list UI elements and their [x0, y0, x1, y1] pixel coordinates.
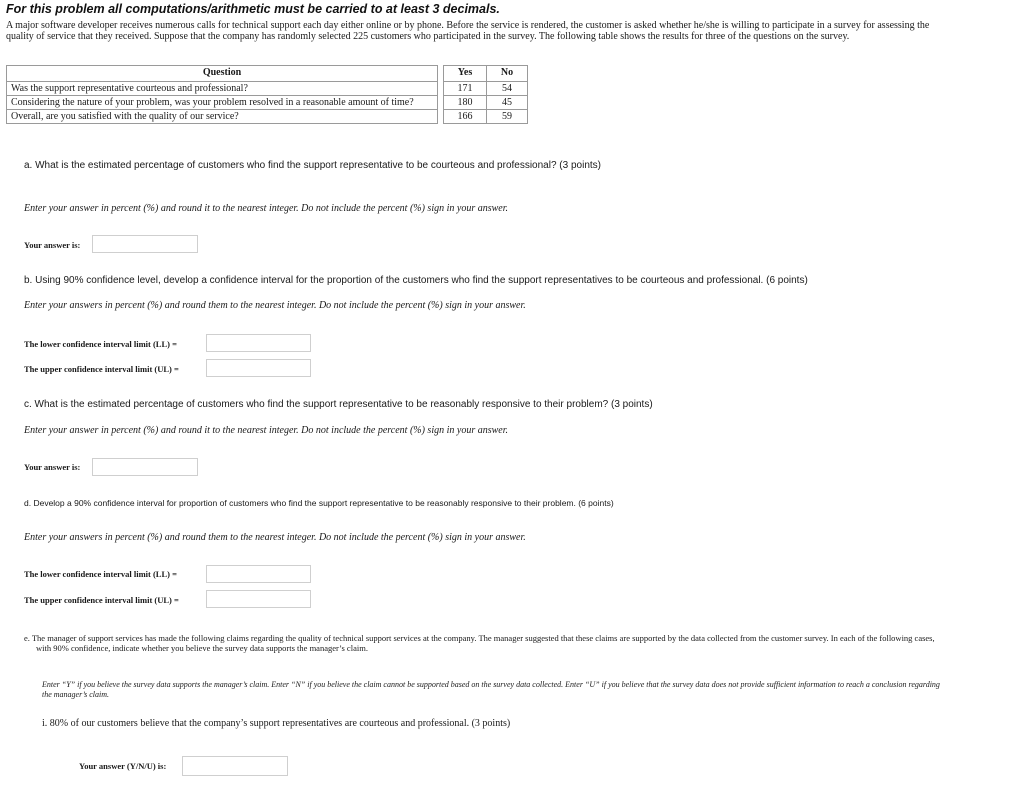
answer-input-a[interactable] — [92, 235, 198, 253]
question-a: a. What is the estimated percentage of customers who find the support representative to be courteous and professional? (3 points) — [24, 160, 601, 171]
instruction-e: Enter “Y” if you believe the survey data supports the manager’s claim. Enter “N” if you believe the claim cannot be supported based on the survey data collected. Enter “U” if you believe that the survey data does not provide sufficient information to reach a conclusion regarding the manager’s claim. — [42, 680, 940, 699]
ll-input-d[interactable] — [206, 565, 311, 583]
question-cell: Was the support representative courteous and professional? — [7, 82, 438, 96]
instruction-a: Enter your answer in percent (%) and round it to the nearest integer. Do not include the percent (%) sign in your answer. — [24, 203, 508, 214]
question-e: e. The manager of support services has made the following claims regarding the quality of technical support services at the company. The manager suggested that these claims are supported by the data collected from the customer survey. In each of the following cases, with 90% confidence, indicate whether you believe the survey data supports the manager’s claim. — [24, 633, 935, 653]
question-d: d. Develop a 90% confidence interval for proportion of customers who find the support representative to be reasonably responsive to their problem. (6 points) — [24, 498, 614, 508]
problem-intro: A major software developer receives numerous calls for technical support each day either online or by phone. Before the service is rendered, the customer is asked whether he/she is willing to participate in a survey for assessing the quality of service that they received. Suppose that the company has randomly selected 225 customers who participated in the survey. The following table shows the results for three of the questions on the survey. — [6, 20, 930, 42]
ul-label-b: The upper confidence interval limit (UL) = — [24, 364, 179, 374]
sub-question-e-i: i. 80% of our customers believe that the company’s support representatives are courteous and professional. (3 points) — [42, 718, 511, 729]
survey-table — [6, 65, 528, 124]
question-cell: Considering the nature of your problem, was your problem resolved in a reasonable amount of time? — [7, 96, 438, 110]
no-cell: 45 — [487, 96, 528, 110]
ul-input-d[interactable] — [206, 590, 311, 608]
question-b: b. Using 90% confidence level, develop a confidence interval for the proportion of the customers who find the support representatives to be courteous and professional. (6 points) — [24, 275, 808, 286]
yes-cell: 180 — [444, 96, 487, 110]
ul-label-d: The upper confidence interval limit (UL) = — [24, 595, 179, 605]
column-header-yes: Yes — [444, 66, 487, 82]
no-cell: 59 — [487, 110, 528, 124]
instruction-d: Enter your answers in percent (%) and round them to the nearest integer. Do not include the percent (%) sign in your answer. — [24, 532, 526, 543]
ll-label-b: The lower confidence interval limit (LL) = — [24, 339, 177, 349]
table-row — [7, 110, 528, 124]
yes-cell: 166 — [444, 110, 487, 124]
table-row — [7, 96, 528, 110]
answer-input-e-i[interactable] — [182, 756, 288, 776]
answer-label-a: Your answer is: — [24, 240, 81, 250]
column-header-question: Question — [7, 66, 438, 82]
question-cell: Overall, are you satisfied with the quality of our service? — [7, 110, 438, 124]
answer-label-e-i: Your answer (Y/N/U) is: — [79, 761, 167, 771]
instruction-b: Enter your answers in percent (%) and round them to the nearest integer. Do not include the percent (%) sign in your answer. — [24, 300, 526, 311]
no-cell: 54 — [487, 82, 528, 96]
question-c: c. What is the estimated percentage of customers who find the support representative to be reasonably responsive to their problem? (3 points) — [24, 399, 653, 410]
ul-input-b[interactable] — [206, 359, 311, 377]
answer-label-c: Your answer is: — [24, 462, 81, 472]
column-header-no: No — [487, 66, 528, 82]
yes-cell: 171 — [444, 82, 487, 96]
ll-input-b[interactable] — [206, 334, 311, 352]
answer-input-c[interactable] — [92, 458, 198, 476]
table-header-row — [7, 66, 528, 82]
instruction-c: Enter your answer in percent (%) and round it to the nearest integer. Do not include the percent (%) sign in your answer. — [24, 425, 508, 436]
ll-label-d: The lower confidence interval limit (LL) = — [24, 569, 177, 579]
table-row — [7, 82, 528, 96]
page-title: For this problem all computations/arithmetic must be carried to at least 3 decimals. — [6, 2, 500, 16]
